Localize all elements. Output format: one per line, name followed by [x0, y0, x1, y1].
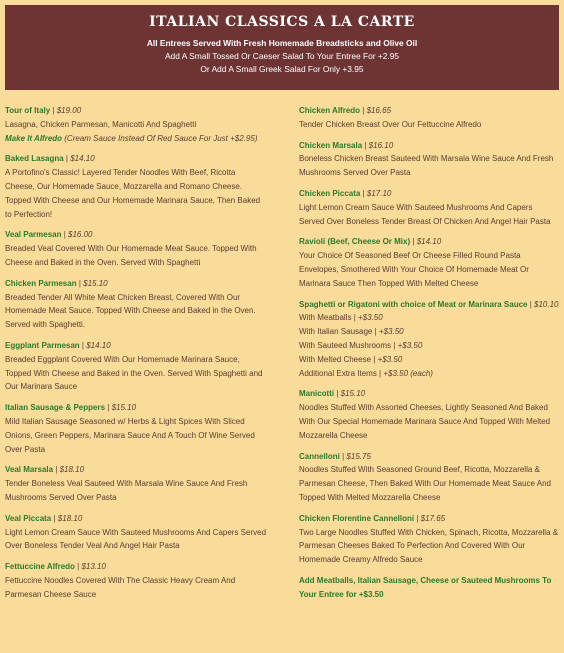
- option-price: +$3.50: [378, 327, 404, 337]
- menu-item-baked-lasagna: Baked Lasagna | $14.10 A Portofino's Classic! Layered Tender Noodles With Beef, Ricotta Cheese, Our Homemade Sauce, Mozzarella and Romano Cheese. Topped With Cheese and Our Homemade Marinara Sauce, Then Baked to Perfection!: [5, 154, 261, 219]
- option-sauteed-mushrooms: With Sauteed Mushrooms | +$3.50: [299, 340, 423, 350]
- item-name: Chicken Alfredo: [299, 106, 361, 115]
- header-line-greek-salad: Or Add A Small Greek Salad For Only +3.95: [200, 64, 364, 74]
- item-description: Your Choice Of Seasoned Beef Or Cheese Filled Round Pasta Envelopes, Smothered With Your Choice Of Homemade Meat Or Marinara Sauce Then Topped With Melted Cheese: [299, 251, 529, 288]
- option-price: +$3.50 (each): [383, 368, 433, 378]
- item-description: Lasagna, Chicken Parmesan, Manicotti And Spaghetti: [5, 119, 197, 129]
- item-name: Eggplant Parmesan: [5, 340, 80, 350]
- item-price: $13.10: [81, 562, 106, 572]
- option-label: With Italian Sausage: [299, 327, 373, 337]
- item-description: Breaded Veal Covered With Our Homemade Meat Sauce. Topped With Cheese and Baked in the Oven. Served With Spaghetti: [5, 244, 257, 267]
- item-price: $19.00: [56, 106, 82, 115]
- option-meatballs: With Meatballs | +$3.50: [299, 313, 383, 323]
- item-name: Chicken Parmesan: [5, 278, 77, 288]
- menu-item-chicken-parmesan: Chicken Parmesan | $15.10 Breaded Tender All White Meat Chicken Breast, Covered With Our Homemade Meat Sauce. Topped With Cheese and Baked in the Oven. Served with Spaghetti.: [5, 278, 256, 330]
- menu-item-spaghetti-rigatoni: Spaghetti or Rigatoni with choice of Meat or Marinara Sauce | $10.10 With Meatballs | +$3.50 With Italian Sausage | +$3.50 With Sauteed Mushrooms | +$3.50 With Melted Cheese | +$3.50 Additional Extra Items | +$3.50 (each): [299, 299, 559, 378]
- menu-item-veal-piccata: Veal Piccata | $18.10 Light Lemon Cream Sauce With Sauteed Mushrooms And Capers Served Over Boneless Tender Veal And Angel Hair Pasta: [5, 513, 267, 551]
- item-description: Fettuccine Noodles Covered With The Classic Heavy Cream And Parmesan Cheese Sauce: [5, 575, 236, 599]
- item-price: $15.10: [83, 278, 108, 288]
- item-price: $15.10: [340, 389, 366, 399]
- menu-item-chicken-marsala: Chicken Marsala | $16.10 Boneless Chicken Breast Sauteed With Marsala Wine Sauce And Fresh Mushrooms Served Over Pasta: [299, 140, 554, 178]
- item-name: Manicotti: [299, 389, 335, 399]
- option-price: +$3.50: [377, 354, 403, 364]
- item-name: Veal Piccata: [5, 513, 52, 523]
- item-note: [5, 134, 257, 143]
- item-name: Chicken Florentine Cannelloni: [299, 513, 415, 523]
- item-price: $18.10: [57, 513, 83, 523]
- note-name: Make It Alfredo: [5, 133, 63, 143]
- item-price: $18.10: [59, 465, 85, 475]
- item-price: $14.10: [416, 237, 442, 247]
- header-line-breadsticks: All Entrees Served With Fresh Homemade Breadsticks and Olive Oil: [146, 38, 418, 48]
- item-name: Chicken Piccata: [299, 188, 361, 198]
- item-price: $14.10: [70, 154, 95, 164]
- item-description: Two Large Noodles Stuffed With Chicken, Spinach, Ricotta, Mozzarella & Parmesan Cheeses Baked To Perfection And Covered With Our Homemade Creamy Alfredo Sauce: [299, 527, 559, 565]
- item-description: A Portofino's Classic! Layered Tender Noodles With Beef, Ricotta Cheese, Our Homemade Sauce, Mozzarella and Romano Cheese. Topped With Cheese and Our Homemade Marinara Sauce, Then Baked to Perfection!: [5, 168, 261, 219]
- option-additional-extra-items: Additional Extra Items | +$3.50 (each): [299, 368, 433, 378]
- menu-item-ravioli: Ravioli (Beef, Cheese Or Mix) | $14.10 Your Choice Of Seasoned Beef Or Cheese Filled Round Pasta Envelopes, Smothered With Your Choice Of Homemade Meat Or Marinara Sauce Then Topped With Melted Cheese: [299, 237, 529, 288]
- option-italian-sausage: With Italian Sausage | +$3.50: [299, 327, 404, 337]
- option-price: +$3.50: [397, 340, 423, 350]
- item-description: Noodles Stuffed With Assorted Cheeses, Lightly Seasoned And Baked With Our Special Homemade Marinara Sauce And Topped With Melted Mozzarella Cheese: [299, 403, 551, 440]
- item-price: $10.10: [534, 299, 559, 309]
- left-column: [5, 104, 267, 609]
- menu-item-veal-marsala: Veal Marsala | $18.10 Tender Boneless Veal Sauteed With Marsala Wine Sauce And Fresh Mushrooms Served Over Pasta: [5, 465, 248, 502]
- menu-item-cannelloni: Cannelloni | $15.75 Noodles Stuffed With Seasoned Ground Beef, Ricotta, Mozzarella & Parmesan Cheese, Then Baked With Our Homemade Meat Sauce And Topped With Melted Mozzarella Cheese: [299, 451, 551, 502]
- option-label: With Melted Cheese: [299, 354, 372, 364]
- item-name: Tour of Italy: [5, 106, 51, 115]
- item-price: $17.65: [420, 513, 446, 523]
- item-price: $16.00: [68, 230, 93, 240]
- header-line-salad: Add A Small Tossed Or Caeser Salad To Your Entree For +2.95: [164, 51, 400, 61]
- option-price: +$3.50: [358, 313, 383, 323]
- menu-item-fettuccine-alfredo: Fettuccine Alfredo | $13.10 Fettuccine Noodles Covered With The Classic Heavy Cream And Parmesan Cheese Sauce: [5, 562, 236, 599]
- menu-item-chicken-alfredo: Chicken Alfredo | $16.65 Tender Chicken Breast Over Our Fettuccine Alfredo: [299, 106, 482, 129]
- menu-header: [5, 5, 559, 90]
- item-name: Baked Lasagna: [5, 154, 64, 164]
- item-name: Spaghetti or Rigatoni with choice of Meat or Marinara Sauce: [299, 299, 528, 309]
- item-name: Cannelloni: [299, 451, 340, 461]
- item-name: Chicken Marsala: [299, 140, 363, 150]
- right-column: [299, 104, 559, 602]
- item-name: Ravioli (Beef, Cheese Or Mix): [299, 237, 411, 247]
- menu-item-italian-sausage-peppers: Italian Sausage & Peppers | $15.10 Mild Italian Sausage Seasoned w/ Herbs & Light Spices With Sliced Onions, Green Peppers, Marinara Sauce And A Touch Of Wine Served Over Pasta: [5, 403, 255, 454]
- item-price: $17.10: [366, 188, 392, 198]
- item-description: Boneless Chicken Breast Sauteed With Marsala Wine Sauce And Fresh Mushrooms Served Over Pasta: [299, 154, 554, 178]
- item-name: Veal Marsala: [5, 465, 54, 475]
- add-ons-note: Add Meatballs, Italian Sausage, Cheese or Sauteed Mushrooms To Your Entree for +$3.50: [299, 575, 552, 599]
- item-description: Tender Chicken Breast Over Our Fettuccine Alfredo: [299, 119, 482, 129]
- item-description: Light Lemon Cream Sauce With Sauteed Mushrooms And Capers Served Over Boneless Tender Breast Of Chicken And Angel Hair Pasta: [299, 202, 551, 226]
- option-label: With Sauteed Mushrooms: [299, 340, 392, 350]
- item-price: $14.10: [86, 340, 111, 350]
- item-price: $16.10: [368, 140, 394, 150]
- menu-item-eggplant-parmesan: Eggplant Parmesan | $14.10 Breaded Eggplant Covered With Our Homemade Marinara Sauce, Topped With Cheese and Baked in the Oven. Served With Spaghetti and Our Marinara Sauce: [5, 340, 263, 392]
- menu-title: ITALIAN CLASSICS A LA CARTE: [149, 14, 415, 30]
- menu-item-chicken-piccata: Chicken Piccata | $17.10 Light Lemon Cream Sauce With Sauteed Mushrooms And Capers Served Over Boneless Tender Breast Of Chicken And Angel Hair Pasta: [299, 188, 551, 226]
- item-price: $16.65: [366, 106, 392, 115]
- option-melted-cheese: With Melted Cheese | +$3.50: [299, 354, 403, 364]
- note-text: (Cream Sauce Instead Of Red Sauce For Just +$2.95): [62, 133, 258, 143]
- item-description: Mild Italian Sausage Seasoned w/ Herbs & Light Spices With Sliced Onions, Green Peppers, Marinara Sauce And A Touch Of Wine Served Over Pasta: [5, 416, 255, 454]
- menu-item-tour-of-italy: Tour of Italy | $19.00 Lasagna, Chicken Parmesan, Manicotti And Spaghetti Make It Alfredo (Cream Sauce Instead Of Red Sauce For Just +$2.95): [5, 106, 258, 143]
- item-description: Breaded Eggplant Covered With Our Homemade Marinara Sauce, Topped With Cheese and Baked in the Oven. Served With Spaghetti and Our Marinara Sauce: [5, 354, 263, 392]
- option-label: Additional Extra Items: [299, 368, 377, 378]
- item-description: Tender Boneless Veal Sauteed With Marsala Wine Sauce And Fresh Mushrooms Served Over Pasta: [5, 479, 248, 502]
- item-name: Veal Parmesan: [5, 230, 62, 240]
- item-description: Light Lemon Cream Sauce With Sauteed Mushrooms And Capers Served Over Boneless Tender Veal And Angel Hair Pasta: [5, 527, 267, 551]
- item-name: Italian Sausage & Peppers: [5, 403, 106, 413]
- option-label: With Meatballs: [299, 313, 352, 323]
- item-price: $15.75: [346, 451, 371, 461]
- menu-item-manicotti: Manicotti | $15.10 Noodles Stuffed With Assorted Cheeses, Lightly Seasoned And Baked With Our Special Homemade Marinara Sauce And Topped With Melted Mozzarella Cheese: [299, 389, 551, 440]
- item-description: Breaded Tender All White Meat Chicken Breast, Covered With Our Homemade Meat Sauce. Topped With Cheese and Baked in the Oven. Served with Spaghetti.: [5, 292, 256, 330]
- item-description: Noodles Stuffed With Seasoned Ground Beef, Ricotta, Mozzarella & Parmesan Cheese, Then Baked With Our Homemade Meat Sauce And Topped With Melted Mozzarella Cheese: [299, 465, 551, 502]
- item-price: $15.10: [111, 403, 137, 413]
- menu-item-veal-parmesan: Veal Parmesan | $16.00 Breaded Veal Covered With Our Homemade Meat Sauce. Topped With Cheese and Baked in the Oven. Served With Spaghetti: [5, 230, 257, 267]
- menu-item-chicken-florentine-cannelloni: Chicken Florentine Cannelloni | $17.65 Two Large Noodles Stuffed With Chicken, Spinach, Ricotta, Mozzarella & Parmesan Cheeses Baked To Perfection And Covered With Our Homemade Creamy Alfredo Sauce: [299, 513, 559, 565]
- item-name: Fettuccine Alfredo: [5, 562, 75, 572]
